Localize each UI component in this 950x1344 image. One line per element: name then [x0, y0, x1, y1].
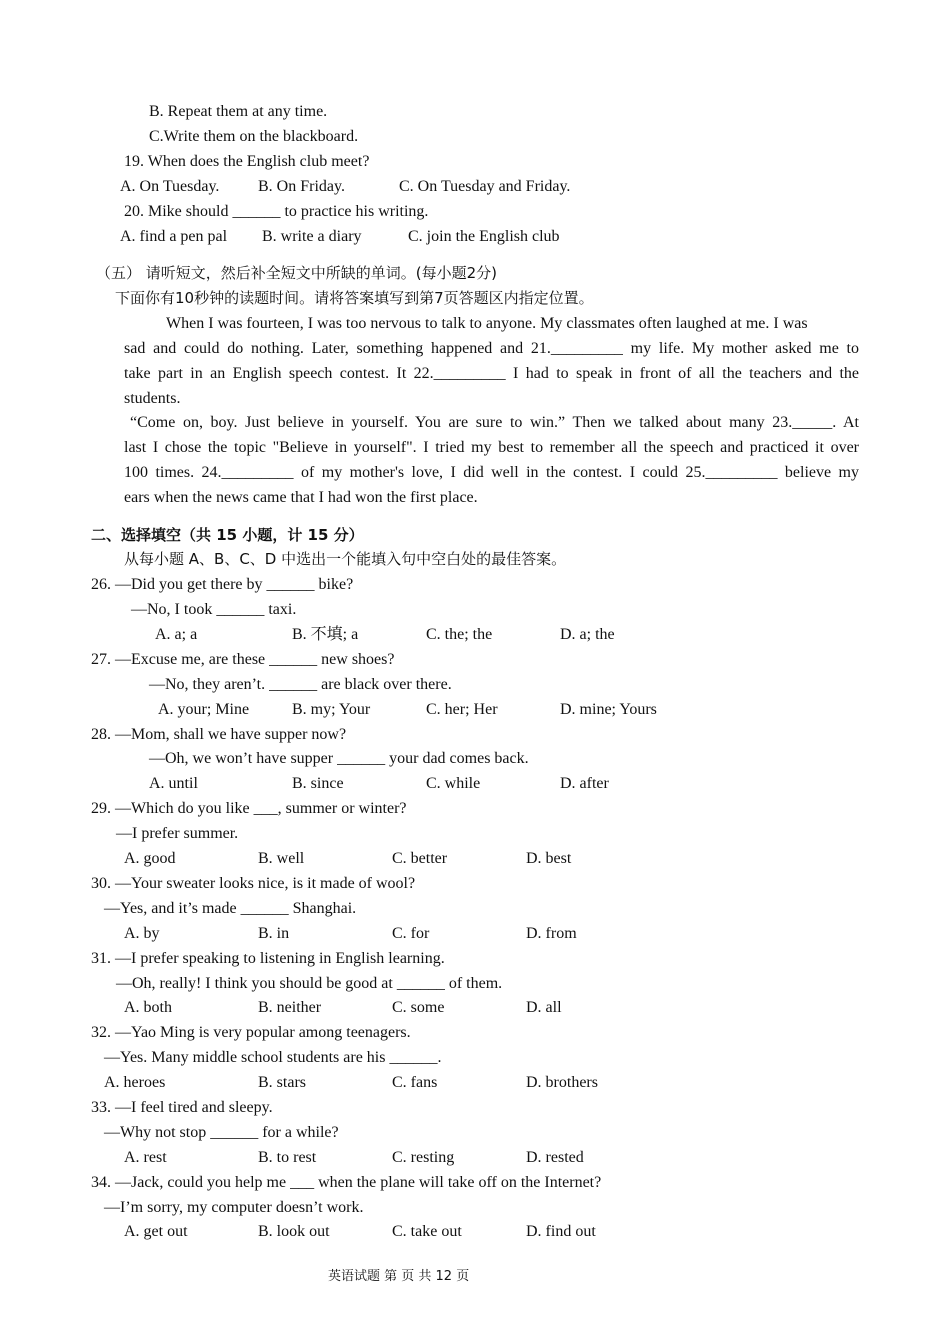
q20-option-b: B. write a diary [262, 228, 362, 245]
q30-option-b: B. in [258, 925, 290, 942]
q33-option-c: C. resting [392, 1149, 455, 1166]
q34-option-b: B. look out [258, 1223, 330, 1240]
q26-option-b: B. 不填; a [292, 626, 359, 643]
q26-option-c: C. the; the [426, 626, 493, 643]
q28-option-a: A. until [149, 775, 198, 792]
q19-option-a: A. On Tuesday. [120, 178, 220, 195]
option-line: B. Repeat them at any time. [149, 103, 328, 120]
question-reply-31: —Oh, really! I think you should be good at ______ of them. [116, 975, 503, 992]
question-reply-32: —Yes. Many middle school students are his ______. [104, 1049, 442, 1066]
question-reply-29: —I prefer summer. [116, 825, 239, 842]
q19-option-c: C. On Tuesday and Friday. [399, 178, 571, 195]
question-stem-29: 29. —Which do you like ___, summer or winter? [91, 800, 407, 817]
page-footer: 英语试题 第 页 共 12 页 [328, 1269, 470, 1284]
q27-option-d: D. mine; Yours [560, 701, 657, 718]
q27-option-c: C. her; Her [426, 701, 498, 718]
passage-line: take part in an English speech contest. It 22._________ I had to speak in front of all the teachers and the [124, 365, 859, 382]
section-heading: （五） 请听短文，然后补全短文中所缺的单词。(每小题2分) [96, 264, 498, 282]
passage-line: last I chose the topic "Believe in yourself". I tried my best to remember all the speech and practiced it over [124, 439, 859, 456]
question-stem-34: 34. —Jack, could you help me ___ when the plane will take off on the Internet? [91, 1174, 602, 1191]
question-stem-26: 26. —Did you get there by ______ bike? [91, 576, 354, 593]
q19-option-b: B. On Friday. [258, 178, 345, 195]
question-stem-30: 30. —Your sweater looks nice, is it made of wool? [91, 875, 416, 892]
q28-option-d: D. after [560, 775, 609, 792]
option-line: C.Write them on the blackboard. [149, 128, 359, 145]
q31-option-d: D. all [526, 999, 562, 1016]
q27-option-b: B. my; Your [292, 701, 371, 718]
q20-option-c: C. join the English club [408, 228, 560, 245]
q31-option-b: B. neither [258, 999, 322, 1016]
q30-option-c: C. for [392, 925, 430, 942]
q26-option-d: D. a; the [560, 626, 615, 643]
q29-option-b: B. well [258, 850, 305, 867]
part-heading: 二、选择填空（共 15 小题，计 15 分） [91, 526, 364, 544]
q30-option-d: D. from [526, 925, 577, 942]
q29-option-c: C. better [392, 850, 448, 867]
question-stem-27: 27. —Excuse me, are these ______ new shoes? [91, 651, 395, 668]
passage-line: students. [124, 390, 181, 407]
q26-option-a: A. a; a [155, 626, 198, 643]
q28-option-c: C. while [426, 775, 481, 792]
passage-line: “Come on, boy. Just believe in yourself. You are sure to win.” Then we talked about many 23._____. At [130, 414, 859, 431]
q28-option-b: B. since [292, 775, 344, 792]
q32-option-c: C. fans [392, 1074, 438, 1091]
question-stem-28: 28. —Mom, shall we have supper now? [91, 726, 347, 743]
q32-option-d: D. brothers [526, 1074, 598, 1091]
q29-option-d: D. best [526, 850, 572, 867]
passage-line: When I was fourteen, I was too nervous to talk to anyone. My classmates often laughed at me. I was [166, 315, 808, 332]
q33-option-a: A. rest [124, 1149, 167, 1166]
part-instruction: 从每小题 A、B、C、D 中选出一个能填入句中空白处的最佳答案。 [124, 550, 567, 568]
q33-option-b: B. to rest [258, 1149, 317, 1166]
q34-option-d: D. find out [526, 1223, 596, 1240]
q27-option-a: A. your; Mine [158, 701, 250, 718]
question-reply-27: —No, they aren’t. ______ are black over there. [149, 676, 452, 693]
passage-line: 100 times. 24._________ of my mother's love, I did well in the contest. I could 25._________ believe my [124, 464, 859, 481]
question-stem-32: 32. —Yao Ming is very popular among teenagers. [91, 1024, 411, 1041]
question-reply-33: —Why not stop ______ for a while? [104, 1124, 339, 1141]
question-reply-26: —No, I took ______ taxi. [131, 601, 297, 618]
q32-option-b: B. stars [258, 1074, 306, 1091]
question-stem-20: 20. Mike should ______ to practice his writing. [124, 203, 429, 220]
q31-option-c: C. some [392, 999, 445, 1016]
q30-option-a: A. by [124, 925, 160, 942]
question-reply-30: —Yes, and it’s made ______ Shanghai. [104, 900, 357, 917]
question-stem-19: 19. When does the English club meet? [124, 153, 370, 170]
q32-option-a: A. heroes [104, 1074, 166, 1091]
section-instruction: 下面你有10秒钟的读题时间。请将答案填写到第7页答题区内指定位置。 [115, 289, 594, 307]
q31-option-a: A. both [124, 999, 172, 1016]
q34-option-a: A. get out [124, 1223, 188, 1240]
question-reply-28: —Oh, we won’t have supper ______ your dad comes back. [149, 750, 529, 767]
passage-line: ears when the news came that I had won the first place. [124, 489, 478, 506]
question-stem-31: 31. —I prefer speaking to listening in English learning. [91, 950, 445, 967]
question-stem-33: 33. —I feel tired and sleepy. [91, 1099, 273, 1116]
question-reply-34: —I’m sorry, my computer doesn’t work. [104, 1199, 364, 1216]
passage-line: sad and could do nothing. Later, something happened and 21._________ my life. My mother asked me to [124, 340, 859, 357]
q33-option-d: D. rested [526, 1149, 584, 1166]
q20-option-a: A. find a pen pal [120, 228, 228, 245]
q34-option-c: C. take out [392, 1223, 462, 1240]
q29-option-a: A. good [124, 850, 176, 867]
